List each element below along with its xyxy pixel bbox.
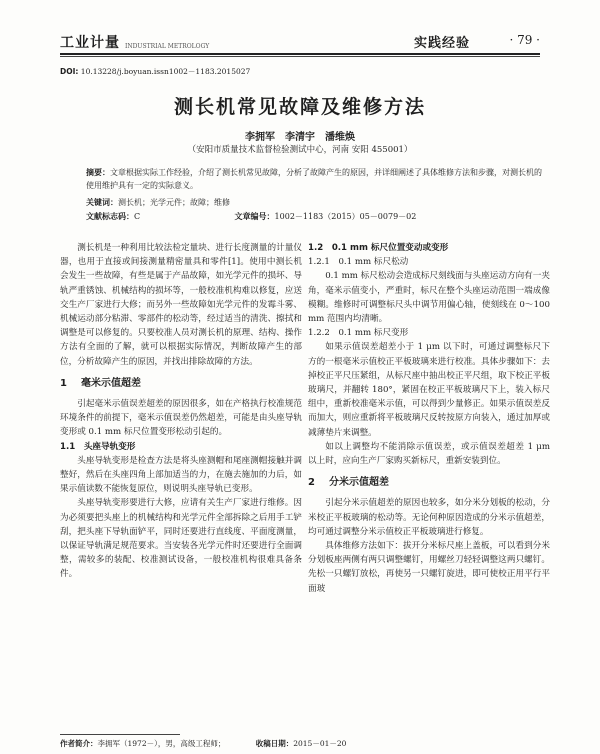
article-number-value: 1002－1183（2015）05－0079－02 — [274, 212, 417, 221]
class-code-label: 文献标志码： — [86, 212, 134, 221]
section-1-heading — [60, 377, 302, 391]
footnote — [60, 738, 540, 749]
abstract — [86, 166, 544, 192]
received-date-label: 收稿日期： — [255, 739, 294, 748]
section-1-number: 1 — [60, 377, 67, 389]
section-2-heading — [308, 476, 550, 490]
article-codes — [86, 211, 526, 222]
article-number-label: 文章编号： — [234, 212, 275, 221]
doi — [60, 66, 250, 77]
affiliation: （安阳市质量技术监督检验测试中心，河南 安阳 455001） — [187, 145, 413, 155]
journal-name: 工业计量 — [60, 35, 120, 51]
section-1-2-2-paragraph-2: 如以上调整均不能消除示值误差，或示值误差超差 1 μm 以上时，应向生产厂家购买新标尺，重新安装到位。 — [308, 441, 550, 467]
page-number: · 79 · — [509, 33, 540, 47]
section-1-1-heading: 1.1 头座导轨变形 — [60, 441, 136, 452]
section-2-title: 分米示值超差 — [328, 477, 389, 489]
authors: 李拥军 李清宇 潘维焕 — [245, 132, 355, 143]
right-column — [308, 241, 550, 596]
article-title: 测长机常见故障及维修方法 — [173, 96, 426, 118]
footnote-rule — [60, 734, 180, 735]
section-name: 实践经验 — [413, 36, 470, 51]
keywords — [86, 197, 230, 208]
section-1-2-heading: 1.2 0.1 mm 标尺位置变动或变形 — [308, 243, 449, 253]
author-bio-value: 李拥军（1972－），男，高级工程师； — [97, 739, 226, 748]
section-2-paragraph-1: 引起分米示值超差的原因也较多，如分米分划板的松动，分米校正平板玻璃的松动等。无论何种原因造成的分米示值超差，均可通过调整分米示值校正平板玻璃进行修复。 — [308, 498, 550, 537]
section-1-1-paragraph-2: 头座导轨变形要进行大修，应请有关生产厂家进行维修。因为必须要把头座上的机械结构和光学元件全部拆除之后用手工铲刮，把头座下导轨面铲平，同时还要进行直线度、平面度测量，以保证导轨满足规范要求。当安装各光学元件时还要进行全面调整，需较多的装配、校准测试设备，一般校准机构很难具备条件。 — [60, 498, 302, 580]
journal-subtitle: INDUSTRIAL METROLOGY — [125, 43, 210, 50]
header-rule — [60, 53, 540, 55]
class-code-value: C — [134, 212, 141, 221]
section-1-title: 毫米示值超差 — [80, 377, 141, 389]
abstract-label: 摘要： — [86, 168, 110, 177]
doi-value: 10.13228/j.boyuan.issn1002－1183.2015027 — [80, 67, 251, 76]
section-2-paragraph-2: 具体维修方法如下：拔开分米标尺座上盖板，可以看到分米分划板座两侧有两只调整螺钉，用螺丝刀轻轻调整这两只螺钉。先松一只螺钉放松，再使另一只螺钉旋进，即可使校正用平行平面玻 — [308, 541, 550, 594]
keywords-label: 关键词： — [86, 198, 118, 207]
doi-label: DOI: — [60, 67, 79, 76]
intro-paragraph: 测长机是一种利用比较法检定量块、进行长度测量的计量仪器，也用于直接或间接测量精密量具和零件[1]。使用中测长机会发生一些故障，有些是属于产品故障，如光学元件的损坏、导轨严重锈蚀、机械结构的损坏等，一般校准机构难以修复，应送交生产厂家进行大修；而另外一些故障如光学元件的发霉斗雾、机械运动部分粘滞、零部件的松动等，经过适当的清洗、擦拭和调整是可以修复的。只要校准人员对测长机的原理、结构、操作方法有全面的了解，就可以根据实际情况，判断故障产生的部位，分析故障产生的原因，并找出排除故障的方法。 — [60, 243, 302, 367]
received-date-value: 2015－01－20 — [293, 739, 347, 748]
left-column — [60, 241, 302, 582]
section-1-2-1-paragraph: 0.1 mm 标尺松动会造成标尺刻线面与头座运动方向有一夹角，毫米示值变小，严重时，标尺在整个头座运动范围一端成像模糊。维修时可调整标尺头中调节用偏心轴，使刻线在 0～100 mm 范围内均清晰。 — [308, 271, 550, 325]
running-header — [60, 32, 540, 52]
section-2-number: 2 — [308, 477, 315, 489]
header-rule-thin — [60, 56, 540, 57]
section-1-2-1-heading: 1.2.1 0.1 mm 标尺松动 — [308, 257, 409, 268]
abstract-text: 文章根据实际工作经验，介绍了测长机常见故障，分析了故障产生的原因，并详细阐述了具体维修方法和步骤，对测长机的使用维护具有一定的实际意义。 — [86, 168, 542, 190]
section-1-paragraph: 引起毫米示值误差超差的原因很多，如在产格执行校准规范环境条件的前提下，毫米示值误差仍然超差，可能是由头座导轨变形或 0.1 mm 标尺位置变形松动引起的。 — [60, 399, 302, 438]
section-1-1-paragraph-1: 头座导轨变形是检查方法是将头座测帽和尾座测帽接触并调整好，然后在头座四角上部加适当的力，在施去施加的力后，如果示值读数不能恢复原位，则说明头座导轨已变形。 — [60, 455, 302, 495]
section-1-2-2-paragraph-1: 如果示值误差超差小于 1 μm 以下时，可通过调整标尺下方的一根毫米示值校正平板玻璃来进行校准。具体步骤如下：去掉校正平尺压紧组，从标尺座中抽出校正平尺组，取下校正平板玻璃尺，并翻转 180°，紧固在校正平板玻璃尺下上，装入标尺组中，重新校准毫米示值，可以得到少量修正。如果示值误差反而加大，则应重新将平板玻璃尺反转按原方向装入，通过加厚或减薄垫片来调整。 — [308, 342, 550, 438]
author-bio-label: 作者简介： — [60, 739, 98, 748]
keywords-text: 测长机；光学元件；故障；维修 — [118, 198, 230, 207]
section-1-2-2-heading: 1.2.2 0.1 mm 标尺变形 — [308, 328, 409, 339]
